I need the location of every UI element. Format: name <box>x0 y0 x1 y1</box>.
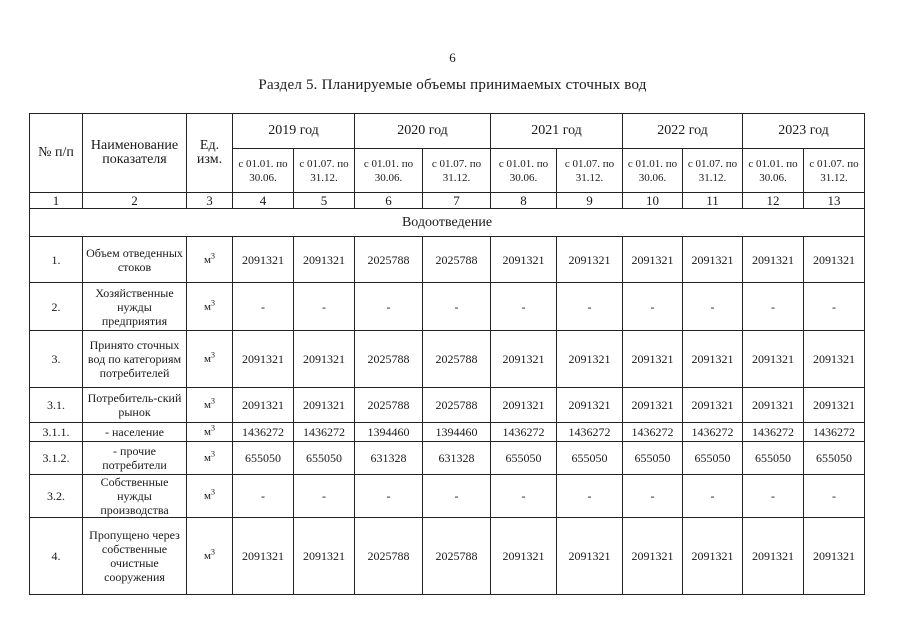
row-unit <box>187 331 233 388</box>
row-number: 3.1.2. <box>30 442 83 475</box>
value-cell: 655050 <box>233 442 294 475</box>
value-cell: - <box>233 283 294 331</box>
value-cell: 2091321 <box>491 331 557 388</box>
value-cell: - <box>683 283 743 331</box>
year-header: 2020 год <box>355 114 491 149</box>
row-unit <box>187 283 233 331</box>
value-cell: 2091321 <box>233 518 294 595</box>
value-cell: 2091321 <box>683 518 743 595</box>
value-cell: 2091321 <box>804 518 865 595</box>
row-name: Хозяйственные нужды предприятия <box>83 283 187 331</box>
row-unit <box>187 518 233 595</box>
row-name: Принято сточных вод по категориям потребителей <box>83 331 187 388</box>
year-header: 2019 год <box>233 114 355 149</box>
value-cell: 2091321 <box>491 237 557 283</box>
period-first: с 01.01. по 30.06. <box>233 149 294 193</box>
value-cell: 2091321 <box>623 518 683 595</box>
value-cell: 2091321 <box>623 331 683 388</box>
column-number: 1 <box>30 193 83 209</box>
value-cell: 2025788 <box>355 331 423 388</box>
value-cell: 2025788 <box>423 237 491 283</box>
unit-power: 3 <box>210 449 215 459</box>
row-number: 3.1.1. <box>30 423 83 442</box>
value-cell: - <box>423 283 491 331</box>
value-cell: 2025788 <box>423 518 491 595</box>
row-name: Объем отведенных стоков <box>83 237 187 283</box>
value-cell: 2025788 <box>355 518 423 595</box>
value-cell: 631328 <box>355 442 423 475</box>
row-name: - прочие потребители <box>83 442 187 475</box>
value-cell: 2025788 <box>423 388 491 423</box>
unit-power: 3 <box>210 250 215 260</box>
year-header: 2023 год <box>743 114 865 149</box>
unit-base: м <box>204 253 211 266</box>
value-cell: - <box>623 283 683 331</box>
period-second: с 01.07. по 31.12. <box>557 149 623 193</box>
value-cell: 2091321 <box>233 388 294 423</box>
row-name: Пропущено через собственные очистные сооружения <box>83 518 187 595</box>
table-row <box>30 423 865 442</box>
column-number: 9 <box>557 193 623 209</box>
group-row <box>30 209 865 237</box>
value-cell: 2025788 <box>423 331 491 388</box>
column-number: 6 <box>355 193 423 209</box>
row-number: 4. <box>30 518 83 595</box>
value-cell: - <box>557 475 623 518</box>
water-volume-table <box>29 113 865 595</box>
value-cell: - <box>355 475 423 518</box>
header-name: Наименование показателя <box>83 114 187 193</box>
value-cell: 2091321 <box>743 331 804 388</box>
row-name: Собственные нужды производства <box>83 475 187 518</box>
unit-power: 3 <box>210 396 215 406</box>
value-cell: - <box>557 283 623 331</box>
period-second: с 01.07. по 31.12. <box>804 149 865 193</box>
value-cell: - <box>491 283 557 331</box>
value-cell: - <box>294 475 355 518</box>
value-cell: 2091321 <box>557 237 623 283</box>
value-cell: 2091321 <box>557 388 623 423</box>
value-cell: 2091321 <box>233 237 294 283</box>
column-number: 3 <box>187 193 233 209</box>
table-row <box>30 331 865 388</box>
value-cell: 655050 <box>804 442 865 475</box>
year-header: 2022 год <box>623 114 743 149</box>
period-second: с 01.07. по 31.12. <box>423 149 491 193</box>
column-number: 8 <box>491 193 557 209</box>
unit-base: м <box>204 550 211 562</box>
value-cell: 1394460 <box>423 423 491 442</box>
value-cell: 1436272 <box>743 423 804 442</box>
value-cell: - <box>804 283 865 331</box>
value-cell: 655050 <box>491 442 557 475</box>
value-cell: 2091321 <box>294 237 355 283</box>
value-cell: 2091321 <box>623 388 683 423</box>
row-unit <box>187 442 233 475</box>
value-cell: 1436272 <box>557 423 623 442</box>
period-second: с 01.07. по 31.12. <box>294 149 355 193</box>
unit-base: м <box>204 490 211 502</box>
value-cell: 1436272 <box>233 423 294 442</box>
column-number: 10 <box>623 193 683 209</box>
unit-power: 3 <box>210 487 215 497</box>
unit-base: м <box>204 399 211 411</box>
column-number: 4 <box>233 193 294 209</box>
period-first: с 01.01. по 30.06. <box>491 149 557 193</box>
period-first: с 01.01. по 30.06. <box>743 149 804 193</box>
value-cell: 655050 <box>683 442 743 475</box>
column-number: 5 <box>294 193 355 209</box>
row-number: 3. <box>30 331 83 388</box>
value-cell: 2091321 <box>804 237 865 283</box>
value-cell: 1436272 <box>491 423 557 442</box>
column-number: 13 <box>804 193 865 209</box>
value-cell: 2091321 <box>557 331 623 388</box>
value-cell: - <box>355 283 423 331</box>
value-cell: 1436272 <box>623 423 683 442</box>
year-header: 2021 год <box>491 114 623 149</box>
value-cell: - <box>233 475 294 518</box>
section-title: Раздел 5. Планируемые объемы принимаемых сточных вод <box>258 77 647 93</box>
value-cell: 1436272 <box>683 423 743 442</box>
table-row <box>30 475 865 518</box>
row-number: 1. <box>30 237 83 283</box>
row-unit <box>187 423 233 442</box>
unit-power: 3 <box>210 423 215 433</box>
value-cell: - <box>294 283 355 331</box>
table-row <box>30 442 865 475</box>
value-cell: 2091321 <box>491 388 557 423</box>
value-cell: 2091321 <box>623 237 683 283</box>
value-cell: 1394460 <box>355 423 423 442</box>
value-cell: 2025788 <box>355 237 423 283</box>
column-number: 12 <box>743 193 804 209</box>
row-name: - население <box>83 423 187 442</box>
column-number: 2 <box>83 193 187 209</box>
unit-base: м <box>204 300 211 313</box>
page-number: 6 <box>449 50 456 65</box>
value-cell: 1436272 <box>294 423 355 442</box>
value-cell: 2091321 <box>743 237 804 283</box>
unit-base: м <box>204 353 211 365</box>
table-row <box>30 283 865 331</box>
row-unit <box>187 388 233 423</box>
row-number: 3.1. <box>30 388 83 423</box>
unit-base: м <box>204 452 211 464</box>
unit-power: 3 <box>210 547 215 557</box>
table-row <box>30 518 865 595</box>
value-cell: 2025788 <box>355 388 423 423</box>
period-first: с 01.01. по 30.06. <box>623 149 683 193</box>
value-cell: 1436272 <box>804 423 865 442</box>
header-row-years <box>30 114 865 149</box>
value-cell: 655050 <box>557 442 623 475</box>
row-unit <box>187 237 233 283</box>
value-cell: 2091321 <box>683 237 743 283</box>
header-num: № п/п <box>30 114 83 193</box>
unit-base: м <box>204 426 211 438</box>
row-number: 3.2. <box>30 475 83 518</box>
value-cell: 2091321 <box>294 518 355 595</box>
value-cell: 2091321 <box>743 388 804 423</box>
value-cell: - <box>491 475 557 518</box>
value-cell: - <box>804 475 865 518</box>
value-cell: 2091321 <box>804 331 865 388</box>
value-cell: 2091321 <box>491 518 557 595</box>
value-cell: 2091321 <box>294 331 355 388</box>
column-number: 11 <box>683 193 743 209</box>
row-name: Потребитель-ский рынок <box>83 388 187 423</box>
value-cell: 2091321 <box>294 388 355 423</box>
table-row <box>30 237 865 283</box>
unit-power: 3 <box>210 297 215 307</box>
unit-power: 3 <box>210 350 215 360</box>
header-unit: Ед. изм. <box>187 114 233 193</box>
value-cell: 655050 <box>623 442 683 475</box>
value-cell: - <box>423 475 491 518</box>
value-cell: 655050 <box>743 442 804 475</box>
value-cell: 655050 <box>294 442 355 475</box>
value-cell: 2091321 <box>557 518 623 595</box>
row-unit <box>187 475 233 518</box>
value-cell: 2091321 <box>683 331 743 388</box>
value-cell: - <box>683 475 743 518</box>
value-cell: 2091321 <box>804 388 865 423</box>
period-second: с 01.07. по 31.12. <box>683 149 743 193</box>
value-cell: - <box>743 283 804 331</box>
value-cell: 2091321 <box>683 388 743 423</box>
table-row <box>30 388 865 423</box>
group-title: Водоотведение <box>30 209 865 237</box>
column-number-row <box>30 193 865 209</box>
value-cell: 2091321 <box>233 331 294 388</box>
period-first: с 01.01. по 30.06. <box>355 149 423 193</box>
value-cell: 631328 <box>423 442 491 475</box>
column-number: 7 <box>423 193 491 209</box>
value-cell: 2091321 <box>743 518 804 595</box>
value-cell: - <box>623 475 683 518</box>
value-cell: - <box>743 475 804 518</box>
row-number: 2. <box>30 283 83 331</box>
data-rows <box>30 237 865 595</box>
